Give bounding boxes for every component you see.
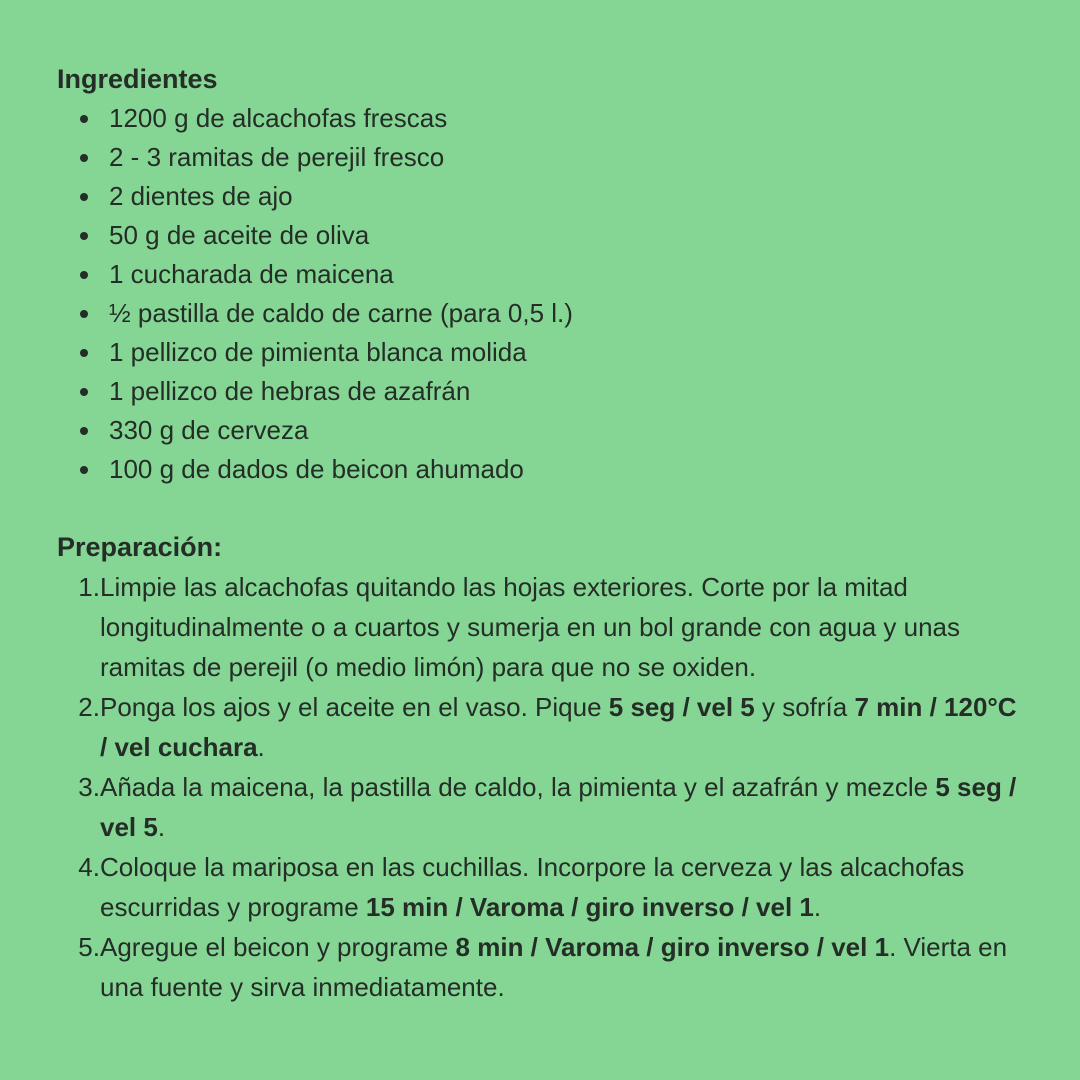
step-text: .: [257, 732, 265, 762]
ingredient-item: • ½ pastilla de caldo de carne (para 0,5 l.): [103, 294, 1030, 333]
step-text: . Vierta en una fuente y sirva inmediatamente.: [100, 932, 1008, 1002]
ingredient-item: • 1200 g de alcachofas frescas: [103, 99, 1030, 138]
ingredient-item: • 1 cucharada de maicena: [103, 255, 1030, 294]
preparation-step: [100, 927, 1030, 1007]
step-text: Añada la maicena, la pastilla de caldo, la pimienta y el azafrán y mezcle: [100, 772, 936, 802]
ingredient-item: • 50 g de aceite de oliva: [103, 216, 1030, 255]
step-setting-bold-text: 15 min / Varoma / giro inverso / vel 1: [365, 892, 814, 922]
ingredient-item: • 2 dientes de ajo: [103, 177, 1030, 216]
step-setting-bold-text: 5 seg / vel 5: [608, 692, 755, 722]
preparation-step: [100, 567, 1030, 687]
step-text: .: [813, 892, 822, 922]
ingredient-item: • 1 pellizco de pimienta blanca molida: [103, 333, 1030, 372]
ingredients-list: [57, 99, 1030, 489]
preparation-heading: Preparación:: [57, 532, 223, 562]
step-text: .: [157, 812, 166, 842]
step-setting-bold-text: 8 min / Varoma / giro inverso / vel 1: [455, 932, 890, 962]
step-text: Ponga los ajos y el aceite en el vaso. Pique: [100, 692, 609, 722]
ingredient-item: • 330 g de cerveza: [103, 411, 1030, 450]
step-text: Agregue el beicon y programe: [100, 932, 456, 962]
preparation-step: [100, 687, 1030, 767]
step-text: Limpie las alcachofas quitando las hojas exteriores. Corte por la mitad longitudinalmente o a cuartos y sumerja en un bol grande con agua y unas ramitas de perejil (o medio limón) para que no se oxiden.: [100, 572, 961, 682]
step-text: Coloque la mariposa en las cuchillas. Incorpore la cerveza y las alcachofas escurridas y programe: [100, 852, 965, 922]
preparation-step: [100, 847, 1030, 927]
ingredients-heading: Ingredientes: [57, 64, 218, 94]
step-setting-bold-text: 5 seg / vel 5: [100, 772, 1017, 842]
step-setting-bold-text: 7 min / 120°C / vel cuchara: [100, 692, 1017, 762]
preparation-steps-list: [57, 567, 1030, 1007]
ingredient-item: • 1 pellizco de hebras de azafrán: [103, 372, 1030, 411]
preparation-step: [100, 767, 1030, 847]
ingredient-item: • 100 g de dados de beicon ahumado: [103, 450, 1030, 489]
ingredient-item: • 2 - 3 ramitas de perejil fresco: [103, 138, 1030, 177]
step-text: y sofría: [754, 692, 855, 722]
